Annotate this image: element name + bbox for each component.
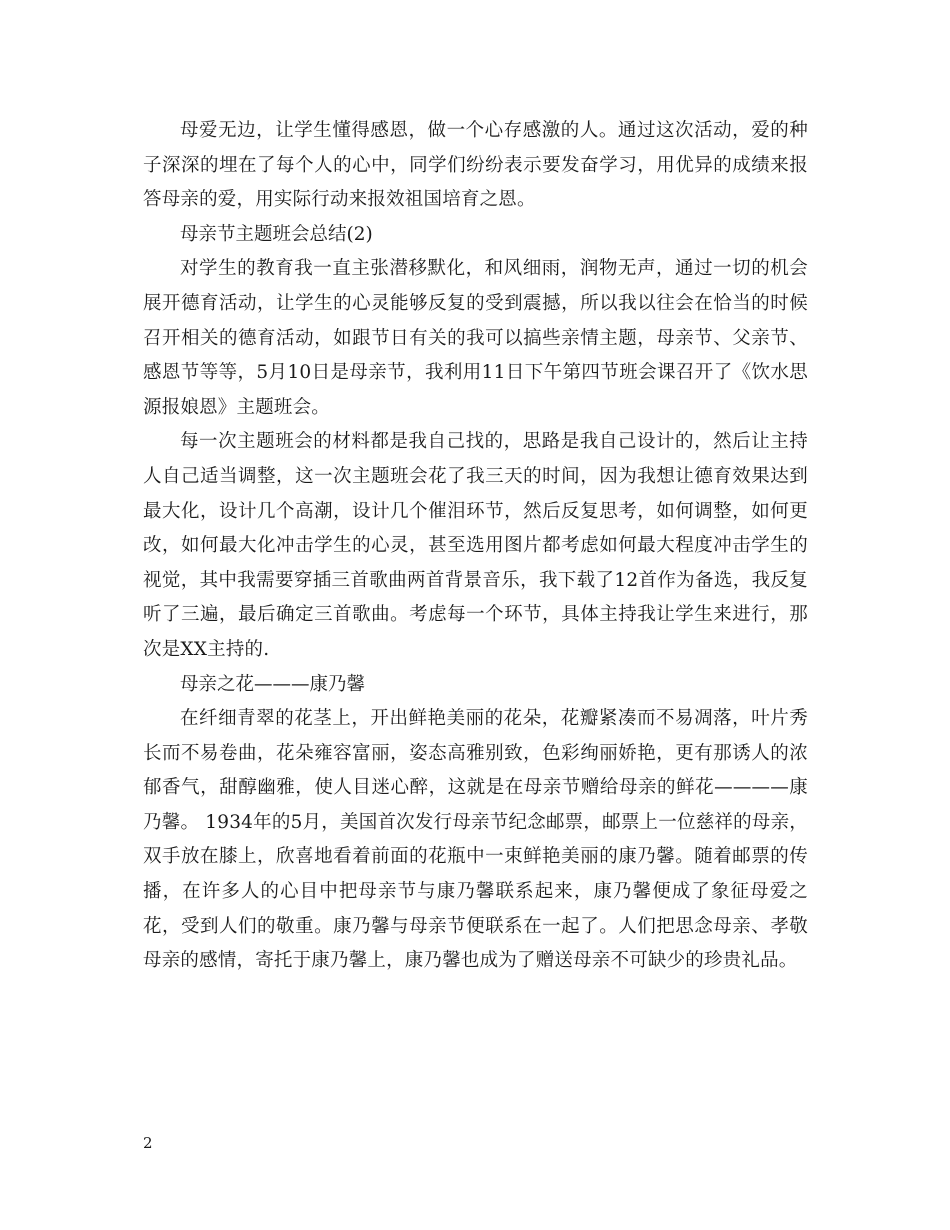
document-body: [143, 114, 808, 979]
section-heading-class-summary: 母亲节主题班会总结(2): [180, 223, 373, 245]
paragraph-moral-education: 对学生的教育我一直主张潜移默化，和风细雨，润物无声，通过一切的机会展开德育活动，让学生的心灵能够反复的受到震撼，所以我以往会在恰当的时候召开相关的德育活动，如跟节日有关的我可以搞些亲情主题，母亲节、父亲节、感恩节等等，5月10日是母亲节，我利用11日下午第四节班会课召开了《饮水思源报娘恩》主题班会。: [143, 258, 808, 418]
section-heading-carnation: 母亲之花———康乃馨: [180, 673, 366, 695]
paragraph-class-preparation: 每一次主题班会的材料都是我自己找的，思路是我自己设计的，然后让主持人自己适当调整，这一次主题班会花了我三天的时间，因为我想让德育效果达到最大化，设计几个高潮，设计几个催泪环节，然后反复思考，如何调整，如何更改，如何最大化冲击学生的心灵，甚至选用图片都考虑如何最大程度冲击学生的视觉，其中我需要穿插三首歌曲两首背景音乐，我下载了12首作为备选，我反复听了三遍，最后确定三首歌曲。考虑每一个环节，具体主持我让学生来进行，那次是XX主持的.: [143, 431, 808, 660]
page-number: 2: [143, 1134, 153, 1152]
paragraph-carnation: 在纤细青翠的花茎上，开出鲜艳美丽的花朵，花瓣紧凑而不易凋落，叶片秀长而不易卷曲，花朵雍容富丽，姿态高雅别致，色彩绚丽娇艳，更有那诱人的浓郁香气，甜醇幽雅，使人目迷心醉，这就是在母亲节赠给母亲的鲜花————康乃馨。 1934年的5月，美国首次发行母亲节纪念邮票，邮票上一位慈祥的母亲，双手放在膝上，欣喜地看着前面的花瓶中一束鲜艳美丽的康乃馨。随着邮票的传播，在许多人的心目中把母亲节与康乃馨联系起来，康乃馨便成了象征母爱之花，受到人们的敬重。康乃馨与母亲节便联系在一起了。人们把思念母亲、孝敬母亲的感情，寄托于康乃馨上，康乃馨也成为了赠送母亲不可缺少的珍贵礼品。: [143, 708, 808, 972]
paragraph-gratitude: 母爱无边，让学生懂得感恩，做一个心存感激的人。通过这次活动，爱的种子深深的埋在了每个人的心中，同学们纷纷表示要发奋学习，用优异的成绩来报答母亲的爱，用实际行动来报效祖国培育之恩。: [143, 120, 808, 211]
